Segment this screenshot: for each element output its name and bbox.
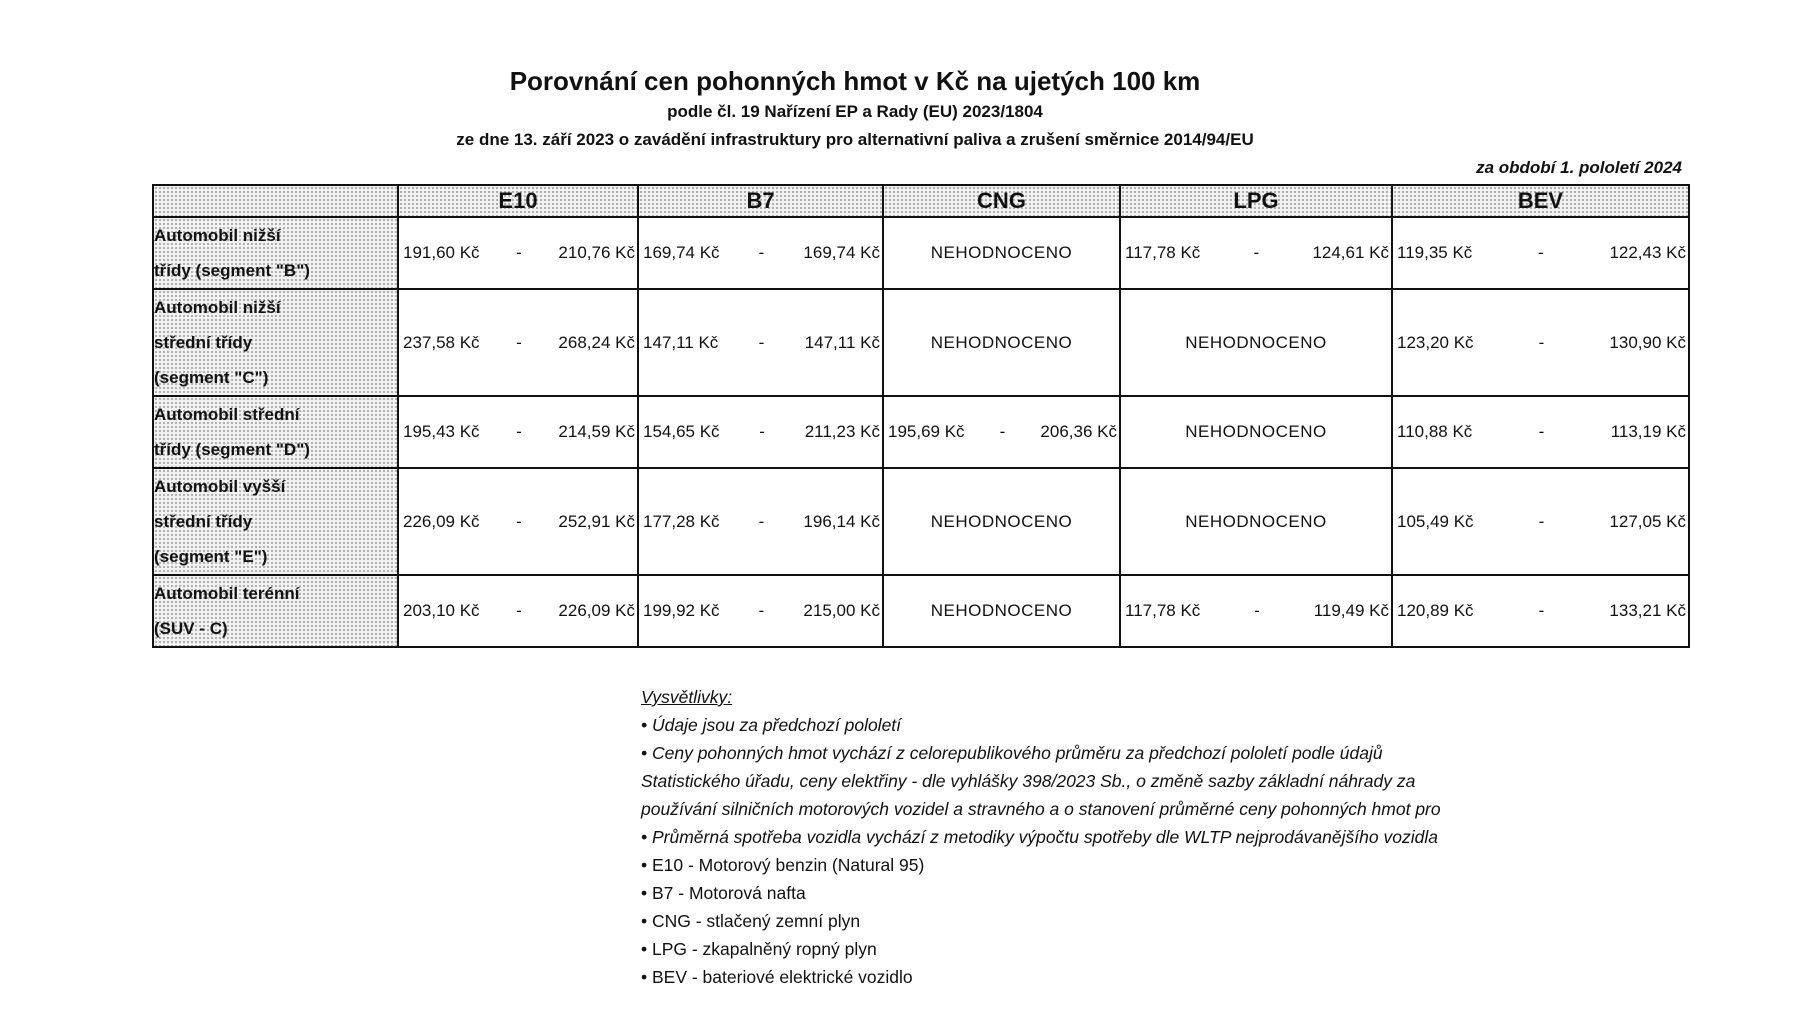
price-range-cell	[1120, 217, 1392, 289]
table-corner	[153, 185, 398, 217]
price-range	[639, 601, 882, 621]
cell-not-evaluated: NEHODNOCENO	[1120, 289, 1392, 396]
price-range-cell	[638, 396, 883, 468]
range-dash: -	[758, 332, 765, 352]
notes-line: • Ceny pohonných hmot vychází z celorepublikového průměru za předchozí pololetí podle údajů	[641, 743, 1383, 763]
row-label	[153, 468, 398, 575]
price-min: 195,69 Kč	[888, 422, 965, 441]
row-label-line: střední třídy	[154, 333, 253, 352]
cell-not-evaluated: NEHODNOCENO	[1120, 396, 1392, 468]
row-label-line: (SUV - C)	[154, 619, 228, 638]
price-max: 169,74 Kč	[803, 243, 880, 262]
price-min: 123,20 Kč	[1397, 332, 1474, 352]
price-min: 154,65 Kč	[643, 422, 720, 441]
notes-line: používání silničních motorových vozidel a stravného a o stanovení průměrné ceny pohonných hmot pro	[641, 799, 1441, 819]
price-range-cell	[398, 468, 638, 575]
legend-item-cng: • CNG - stlačený zemní plyn	[641, 911, 861, 931]
price-range-cell	[638, 217, 883, 289]
page-title: Porovnání cen pohonných hmot v Kč na ujetých 100 km	[509, 66, 1201, 96]
table-row	[153, 575, 1689, 647]
range-dash: -	[999, 422, 1006, 441]
table-body	[153, 217, 1689, 647]
range-dash: -	[759, 422, 765, 441]
price-range-cell	[1392, 217, 1689, 289]
price-max: 226,09 Kč	[558, 601, 635, 620]
price-min: 203,10 Kč	[403, 601, 480, 620]
price-range	[1393, 333, 1688, 353]
range-dash: -	[1538, 243, 1544, 262]
range-dash: -	[1538, 601, 1545, 620]
price-min: 117,78 Kč	[1125, 243, 1201, 262]
price-min: 119,35 Kč	[1397, 243, 1473, 262]
column-header-b7: B7	[638, 185, 883, 217]
range-dash: -	[516, 332, 522, 352]
legend-item-lpg: • LPG - zkapalněný ropný plyn	[641, 939, 877, 959]
row-label-line: (segment "C")	[154, 368, 269, 387]
row-label	[153, 575, 398, 647]
price-range	[639, 422, 882, 442]
price-min: 117,78 Kč	[1125, 601, 1201, 620]
column-header-bev: BEV	[1392, 185, 1689, 217]
range-dash: -	[1254, 601, 1260, 620]
row-label-line: Automobil vyšší	[154, 477, 286, 496]
notes-line: Statistického úřadu, ceny elektřiny - dle vyhlášky 398/2023 Sb., o změně sazby základní náhrady za	[641, 771, 1416, 791]
range-dash: -	[1538, 422, 1545, 441]
price-range	[399, 601, 637, 621]
price-range-cell	[398, 396, 638, 468]
price-table	[152, 184, 1690, 648]
row-label	[153, 289, 398, 396]
range-dash: -	[516, 243, 522, 262]
row-label-line: střední třídy	[154, 512, 253, 531]
price-range	[399, 422, 637, 442]
price-max: 130,90 Kč	[1609, 332, 1686, 352]
period-label: za období 1. pololetí 2024	[1476, 158, 1682, 177]
notes-heading: Vysvětlivky:	[641, 687, 733, 707]
price-max: 122,43 Kč	[1609, 243, 1686, 262]
row-label	[153, 396, 398, 468]
range-dash: -	[758, 243, 765, 262]
cell-not-evaluated: NEHODNOCENO	[883, 575, 1120, 647]
price-range	[1121, 601, 1391, 621]
table-row	[153, 396, 1689, 468]
page-subtitle-2: ze dne 13. září 2023 o zavádění infrastruktury pro alternativní paliva a zrušení směrnice 2014/94/EU	[456, 130, 1254, 149]
price-min: 169,74 Kč	[643, 243, 720, 262]
price-max: 127,05 Kč	[1609, 511, 1686, 531]
row-label-line: třídy (segment "B")	[154, 261, 310, 280]
price-min: 147,11 Kč	[643, 332, 719, 352]
price-max: 210,76 Kč	[558, 243, 635, 262]
legend-item-e10: • E10 - Motorový benzin (Natural 95)	[641, 855, 925, 875]
column-header-e10: E10	[398, 185, 638, 217]
row-label	[153, 217, 398, 289]
price-range	[639, 512, 882, 532]
table-row	[153, 289, 1689, 396]
table-row	[153, 217, 1689, 289]
price-range-cell	[1392, 575, 1689, 647]
price-range-cell	[398, 575, 638, 647]
price-range	[1393, 243, 1688, 263]
price-max: 124,61 Kč	[1312, 243, 1389, 262]
row-label-line: třídy (segment "D")	[154, 440, 310, 459]
price-range	[399, 243, 637, 263]
price-range-cell	[1120, 575, 1392, 647]
row-label-line: Automobil nižší	[154, 298, 281, 317]
price-min: 177,28 Kč	[643, 511, 720, 531]
row-label-line: (segment "E")	[154, 547, 268, 566]
row-label-line: Automobil nižší	[154, 226, 281, 245]
price-range	[884, 422, 1119, 442]
price-max: 196,14 Kč	[803, 511, 880, 531]
notes-line: • Údaje jsou za předchozí pololetí	[641, 715, 902, 735]
price-max: 147,11 Kč	[804, 332, 880, 352]
range-dash: -	[516, 422, 522, 441]
price-range-cell	[398, 289, 638, 396]
legend-item-b7: • B7 - Motorová nafta	[641, 883, 806, 903]
price-range	[399, 333, 637, 353]
price-max: 206,36 Kč	[1040, 422, 1117, 441]
range-dash: -	[758, 601, 765, 620]
price-min: 191,60 Kč	[403, 243, 480, 262]
price-range	[399, 512, 637, 532]
price-range-cell	[1392, 289, 1689, 396]
cell-not-evaluated: NEHODNOCENO	[883, 289, 1120, 396]
price-range	[639, 243, 882, 263]
range-dash: -	[516, 601, 522, 620]
column-header-cng: CNG	[883, 185, 1120, 217]
price-min: 105,49 Kč	[1397, 511, 1474, 531]
price-range-cell	[638, 575, 883, 647]
price-range-cell	[883, 396, 1120, 468]
cell-not-evaluated: NEHODNOCENO	[883, 217, 1120, 289]
row-label-line: Automobil střední	[154, 405, 300, 424]
title-block	[0, 64, 1710, 152]
price-min: 226,09 Kč	[403, 511, 480, 531]
range-dash: -	[516, 511, 522, 531]
notes-line: • Průměrná spotřeba vozidla vychází z metodiky výpočtu spotřeby dle WLTP nejprodávanějšího vozidla	[641, 827, 1438, 847]
range-dash: -	[758, 511, 765, 531]
price-max: 214,59 Kč	[558, 422, 635, 441]
price-range-cell	[638, 289, 883, 396]
price-max: 113,19 Kč	[1610, 422, 1686, 441]
price-range	[1121, 243, 1391, 263]
price-range	[1393, 512, 1688, 532]
price-range-cell	[398, 217, 638, 289]
price-max: 268,24 Kč	[558, 332, 635, 352]
column-header-lpg: LPG	[1120, 185, 1392, 217]
price-min: 120,89 Kč	[1397, 601, 1474, 620]
price-range-cell	[1392, 396, 1689, 468]
price-min: 237,58 Kč	[403, 332, 480, 352]
price-max: 119,49 Kč	[1313, 601, 1389, 620]
price-range-cell	[1392, 468, 1689, 575]
range-dash: -	[1253, 243, 1260, 262]
price-max: 215,00 Kč	[803, 601, 880, 620]
price-range	[1393, 601, 1688, 621]
table-row	[153, 468, 1689, 575]
cell-not-evaluated: NEHODNOCENO	[883, 468, 1120, 575]
price-min: 195,43 Kč	[403, 422, 480, 441]
table-header-row	[153, 185, 1689, 217]
range-dash: -	[1538, 332, 1545, 352]
price-max: 133,21 Kč	[1609, 601, 1686, 620]
price-range	[1393, 422, 1688, 442]
price-max: 211,23 Kč	[804, 422, 880, 441]
price-range	[639, 333, 882, 353]
page-subtitle: podle čl. 19 Nařízení EP a Rady (EU) 2023/1804	[667, 102, 1043, 121]
price-range-cell	[638, 468, 883, 575]
legend-item-bev: • BEV - bateriové elektrické vozidlo	[641, 967, 913, 987]
notes	[641, 683, 1641, 991]
range-dash: -	[1538, 511, 1545, 531]
cell-not-evaluated: NEHODNOCENO	[1120, 468, 1392, 575]
price-min: 199,92 Kč	[643, 601, 720, 620]
price-min: 110,88 Kč	[1397, 422, 1473, 441]
price-max: 252,91 Kč	[558, 511, 635, 531]
row-label-line: Automobil terénní	[154, 584, 300, 603]
